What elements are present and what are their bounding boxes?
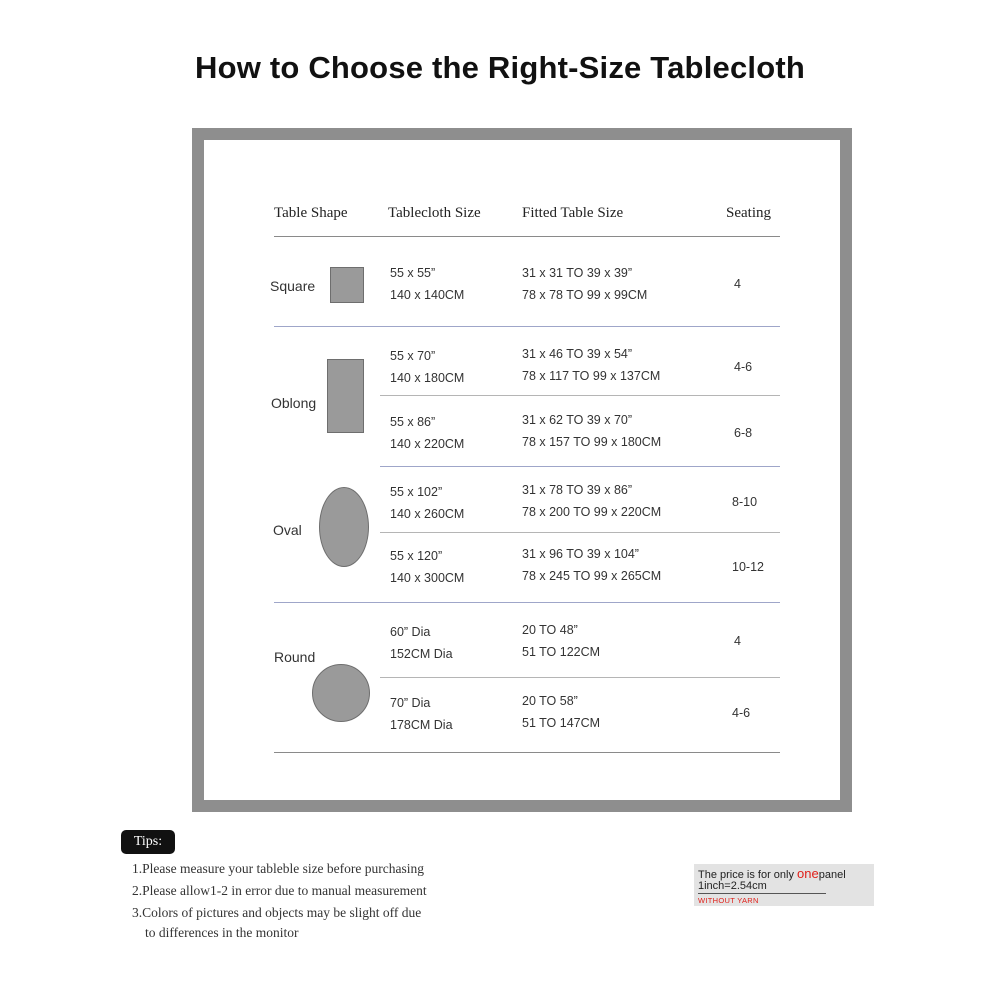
group-divider [380, 466, 780, 467]
fitted-size-cell: 31 x 46 TO 39 x 54” 78 x 117 TO 99 x 137CM [522, 347, 661, 383]
tablecloth-size-cell: 55 x 102” 140 x 260CM [390, 485, 465, 521]
tablecloth-size-cell: 55 x 120” 140 x 300CM [390, 549, 465, 585]
seating-cell: 4 [734, 634, 741, 648]
row-divider [380, 677, 780, 678]
fitted-size-cell: 31 x 62 TO 39 x 70” 78 x 157 TO 99 x 180CM [522, 413, 662, 449]
group-divider [274, 602, 780, 603]
price-note-highlight: one [797, 866, 819, 881]
tablecloth-size-cell: 60” Dia 152CM Dia [390, 625, 453, 661]
seating-cell: 4-6 [734, 360, 753, 374]
tip-item: 2.Please allow1-2 in error due to manual measurement [132, 883, 427, 898]
price-note [694, 864, 874, 906]
square-shape-icon [330, 267, 364, 303]
oval-shape-icon [319, 487, 369, 567]
seating-cell: 6-8 [734, 426, 753, 440]
header-fitted-table-size: Fitted Table Size [522, 205, 624, 221]
header-seating: Seating [726, 205, 771, 221]
tips-label: Tips: [121, 830, 175, 854]
seating-cell: 8-10 [732, 495, 758, 509]
price-note-conversion: 1inch=2.54cm [698, 880, 767, 892]
fitted-size-cell: 20 TO 58” 51 TO 147CM [522, 694, 601, 730]
header-table-shape: Table Shape [274, 205, 348, 221]
tip-item: to differences in the monitor [145, 925, 299, 940]
price-note-text: The price is for only onepanel [698, 866, 846, 881]
fitted-size-cell: 31 x 78 TO 39 x 86” 78 x 200 TO 99 x 220CM [522, 483, 662, 519]
fitted-size-cell: 31 x 31 TO 39 x 39” 78 x 78 TO 99 x 99CM [522, 266, 648, 302]
shape-label-oblong: Oblong [271, 395, 317, 411]
group-divider [274, 326, 780, 327]
seating-cell: 10-12 [732, 560, 764, 574]
page-title: How to Choose the Right-Size Tablecloth [195, 50, 805, 85]
table-bottom-divider [274, 752, 780, 753]
fitted-size-cell: 31 x 96 TO 39 x 104” 78 x 245 TO 99 x 265CM [522, 547, 662, 583]
price-note-rule [698, 893, 826, 894]
tip-item: 1.Please measure your tableble size before purchasing [132, 861, 425, 876]
shape-label-round: Round [274, 649, 316, 665]
tablecloth-size-cell: 55 x 70” 140 x 180CM [390, 349, 465, 385]
price-note-without-yarn: WITHOUT YARN [698, 896, 759, 905]
shape-label-square: Square [270, 278, 316, 294]
rectangle-shape-icon [327, 359, 364, 433]
seating-cell: 4-6 [732, 706, 751, 720]
row-divider [380, 532, 780, 533]
shape-label-oval: Oval [273, 522, 302, 538]
tablecloth-size-cell: 70” Dia 178CM Dia [390, 696, 453, 732]
tablecloth-size-cell: 55 x 55” 140 x 140CM [390, 266, 465, 302]
header-tablecloth-size: Tablecloth Size [388, 205, 481, 221]
row-divider [380, 395, 780, 396]
circle-shape-icon [312, 664, 370, 722]
tip-item: 3.Colors of pictures and objects may be slight off due [132, 905, 422, 920]
seating-cell: 4 [734, 277, 741, 291]
fitted-size-cell: 20 TO 48” 51 TO 122CM [522, 623, 601, 659]
header-divider [274, 236, 780, 237]
tablecloth-size-cell: 55 x 86” 140 x 220CM [390, 415, 465, 451]
